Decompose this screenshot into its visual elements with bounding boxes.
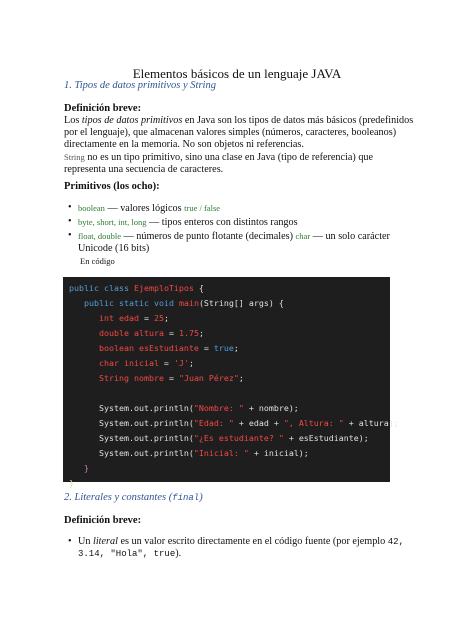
- doc-title: Elementos básicos de un lenguaje JAVA: [132, 66, 342, 81]
- def-prefix: Los: [64, 115, 82, 126]
- list-item: • byte, short, int, long — tipos enteros con distintos rangos: [68, 216, 298, 228]
- primitives-heading: Primitivos (los ocho):: [64, 181, 160, 192]
- code-block: public class EjemploTipos { public static void main(String[] args) { int edad = 25; double altura = 1.75; boolean esEstudiante = true; char inicial = 'J'; String nombre = "Juan Pérez"; System.out.println("Nombre: " + nombre); System.out.println("Edad: " + edad + ", Altura: " + altura); System.out.println("¿Es estudiante? " + esEstudiante); System.out.println("Inicial: " + inicial); } }: [63, 277, 390, 482]
- def-italic: tipos de datos primitivos: [81, 115, 183, 126]
- definition-paragraph: [64, 115, 414, 176]
- list-item: • float, double — números de punto flotante (decimales) char — un solo carácter Unicode (16 bits): [68, 230, 390, 254]
- def-rest: en Java son los tipos de datos más básicos (predefinidos por el lenguaje), que almacenan valores simples (números, caracteres, booleanos) directamente en la memoria. No son objetos ni referencias.: [64, 115, 414, 150]
- string-rest: no es un tipo primitivo, sino una clase en Java (tipo de referencia) que representa una secuencia de caracteres.: [64, 152, 374, 175]
- literal-list: [64, 536, 414, 561]
- bullet-icon: •: [68, 230, 72, 241]
- bullet-icon: •: [68, 536, 72, 547]
- list-item: • Un literal es un valor escrito directamente en el código fuente (por ejemplo 42, 3.14, "Hola", true).: [68, 536, 404, 559]
- definition-heading: Definición breve:: [64, 103, 142, 114]
- code-caption: En código: [80, 256, 115, 266]
- definition-heading-2: Definición breve:: [64, 515, 142, 526]
- bullet-icon: •: [68, 216, 72, 227]
- bullet-icon: •: [68, 202, 72, 213]
- list-item: • boolean — valores lógicos true / false: [68, 202, 221, 214]
- section-2-title: 2. Literales y constantes (final): [64, 492, 203, 503]
- primitives-list: [64, 202, 414, 256]
- section-1-title: 1. Tipos de datos primitivos y String: [64, 80, 216, 91]
- string-code: String: [64, 152, 85, 162]
